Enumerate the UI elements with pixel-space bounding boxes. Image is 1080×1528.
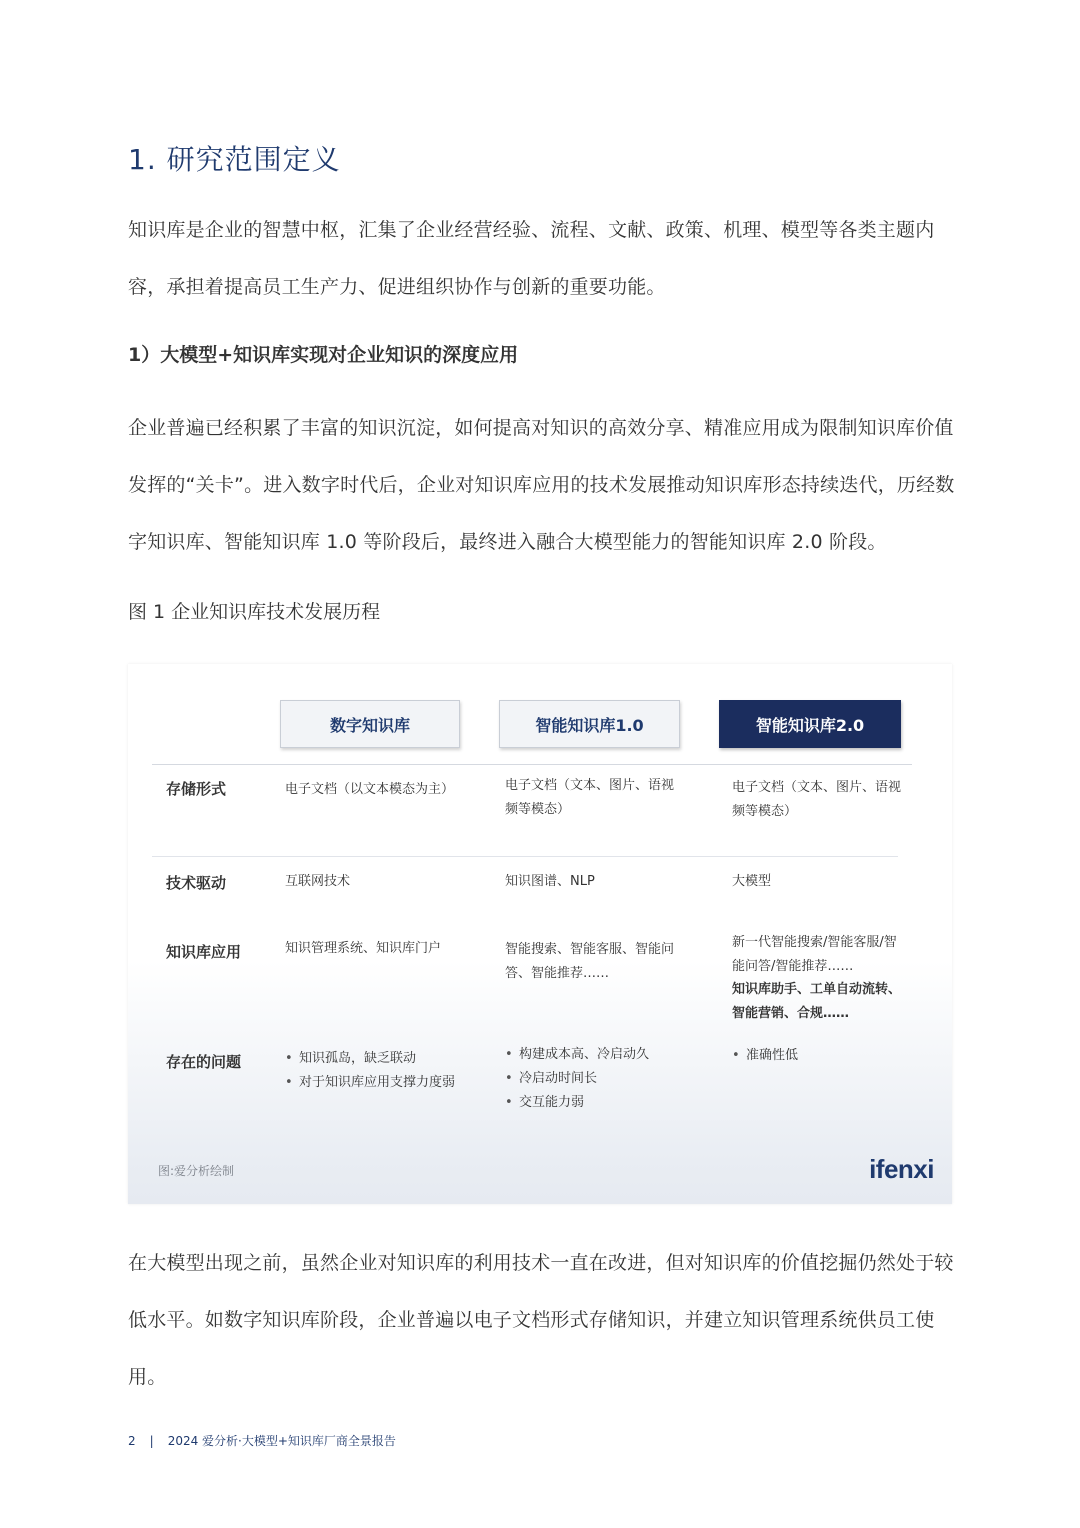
figure-caption: 图 1 企业知识库技术发展历程 [128,601,381,623]
cell-tech-smart1: 知识图谱、NLP [505,874,595,889]
knowledge-base-evolution-figure [128,664,952,1204]
section1-paragraph: 企业普遍已经积累了丰富的知识沉淀，如何提高对知识的高效分享、精准应用成为限制知识库价值发挥的“关卡”。进入数字时代后，企业对知识库应用的技术发展推动知识库形态持续迭代，历经数字知识库、智能知识库 1.0 等阶段后，最终进入融合大模型能力的智能知识库 2.0 阶段。 [128,417,955,553]
list-item: • 对于知识库应用支撑力度弱 [285,1071,475,1095]
column-header-smart-kb-1: 智能知识库1.0 [499,700,680,748]
ifenxi-logo: ifenxi [869,1154,934,1184]
column-header-digital-kb: 数字知识库 [280,700,460,748]
section-heading: 1. 研究范围定义 [128,143,341,176]
cell-app-digital: 知识管理系统、知识库门户 [285,941,442,956]
page-number: 2 [128,1434,136,1448]
cell-issues-smart2 [732,1044,902,1068]
cell-storage-digital: 电子文档（以文本模态为主） [285,782,455,797]
report-title: 2024 爱分析·大模型+知识库厂商全景报告 [167,1434,396,1448]
cell-storage-smart1: 电子文档（文本、图片、语视频等模态） [505,778,675,817]
list-item: • 知识孤岛，缺乏联动 [285,1047,475,1071]
list-item: • 交互能力弱 [505,1091,685,1115]
cell-app-smart2-a: 新一代智能搜索/智能客服/智能问答/智能推荐…… [732,935,897,974]
header-divider [152,764,912,765]
figure-source-note: 图:爱分析绘制 [158,1164,235,1178]
row-divider [152,856,898,857]
cell-app-smart2-b: 知识库助手、工单自动流转、智能营销、合规…… [732,982,902,1021]
column-header-smart-kb-2: 智能知识库2.0 [719,700,901,748]
cell-issues-smart1 [505,1043,685,1115]
subsection-heading: 1）大模型+知识库实现对企业知识的深度应用 [128,344,519,366]
list-item: • 构建成本高、冷启动久 [505,1043,685,1067]
row-label-tech: 技术驱动 [166,874,227,892]
after-figure-paragraph: 在大模型出现之前，虽然企业对知识库的利用技术一直在改进，但对知识库的价值挖掘仍然处于较低水平。如数字知识库阶段，企业普遍以电子文档形式存储知识，并建立知识管理系统供员工使用。 [128,1252,954,1388]
intro-paragraph: 知识库是企业的智慧中枢，汇集了企业经营经验、流程、文献、政策、机理、模型等各类主题内容，承担着提高员工生产力、促进组织协作与创新的重要功能。 [128,219,935,298]
page-footer [128,1432,396,1449]
cell-app-smart1: 智能搜索、智能客服、智能问答、智能推荐…… [505,942,675,981]
cell-storage-smart2: 电子文档（文本、图片、语视频等模态） [732,780,902,819]
cell-issues-digital [285,1047,475,1095]
row-label-application: 知识库应用 [166,943,242,961]
list-item: • 准确性低 [732,1044,902,1068]
row-label-issues: 存在的问题 [166,1053,242,1071]
cell-tech-smart2: 大模型 [732,874,772,889]
cell-tech-digital: 互联网技术 [285,874,351,889]
list-item: • 冷启动时间长 [505,1067,685,1091]
footer-separator: | [149,1434,154,1448]
row-label-storage: 存储形式 [166,780,227,798]
